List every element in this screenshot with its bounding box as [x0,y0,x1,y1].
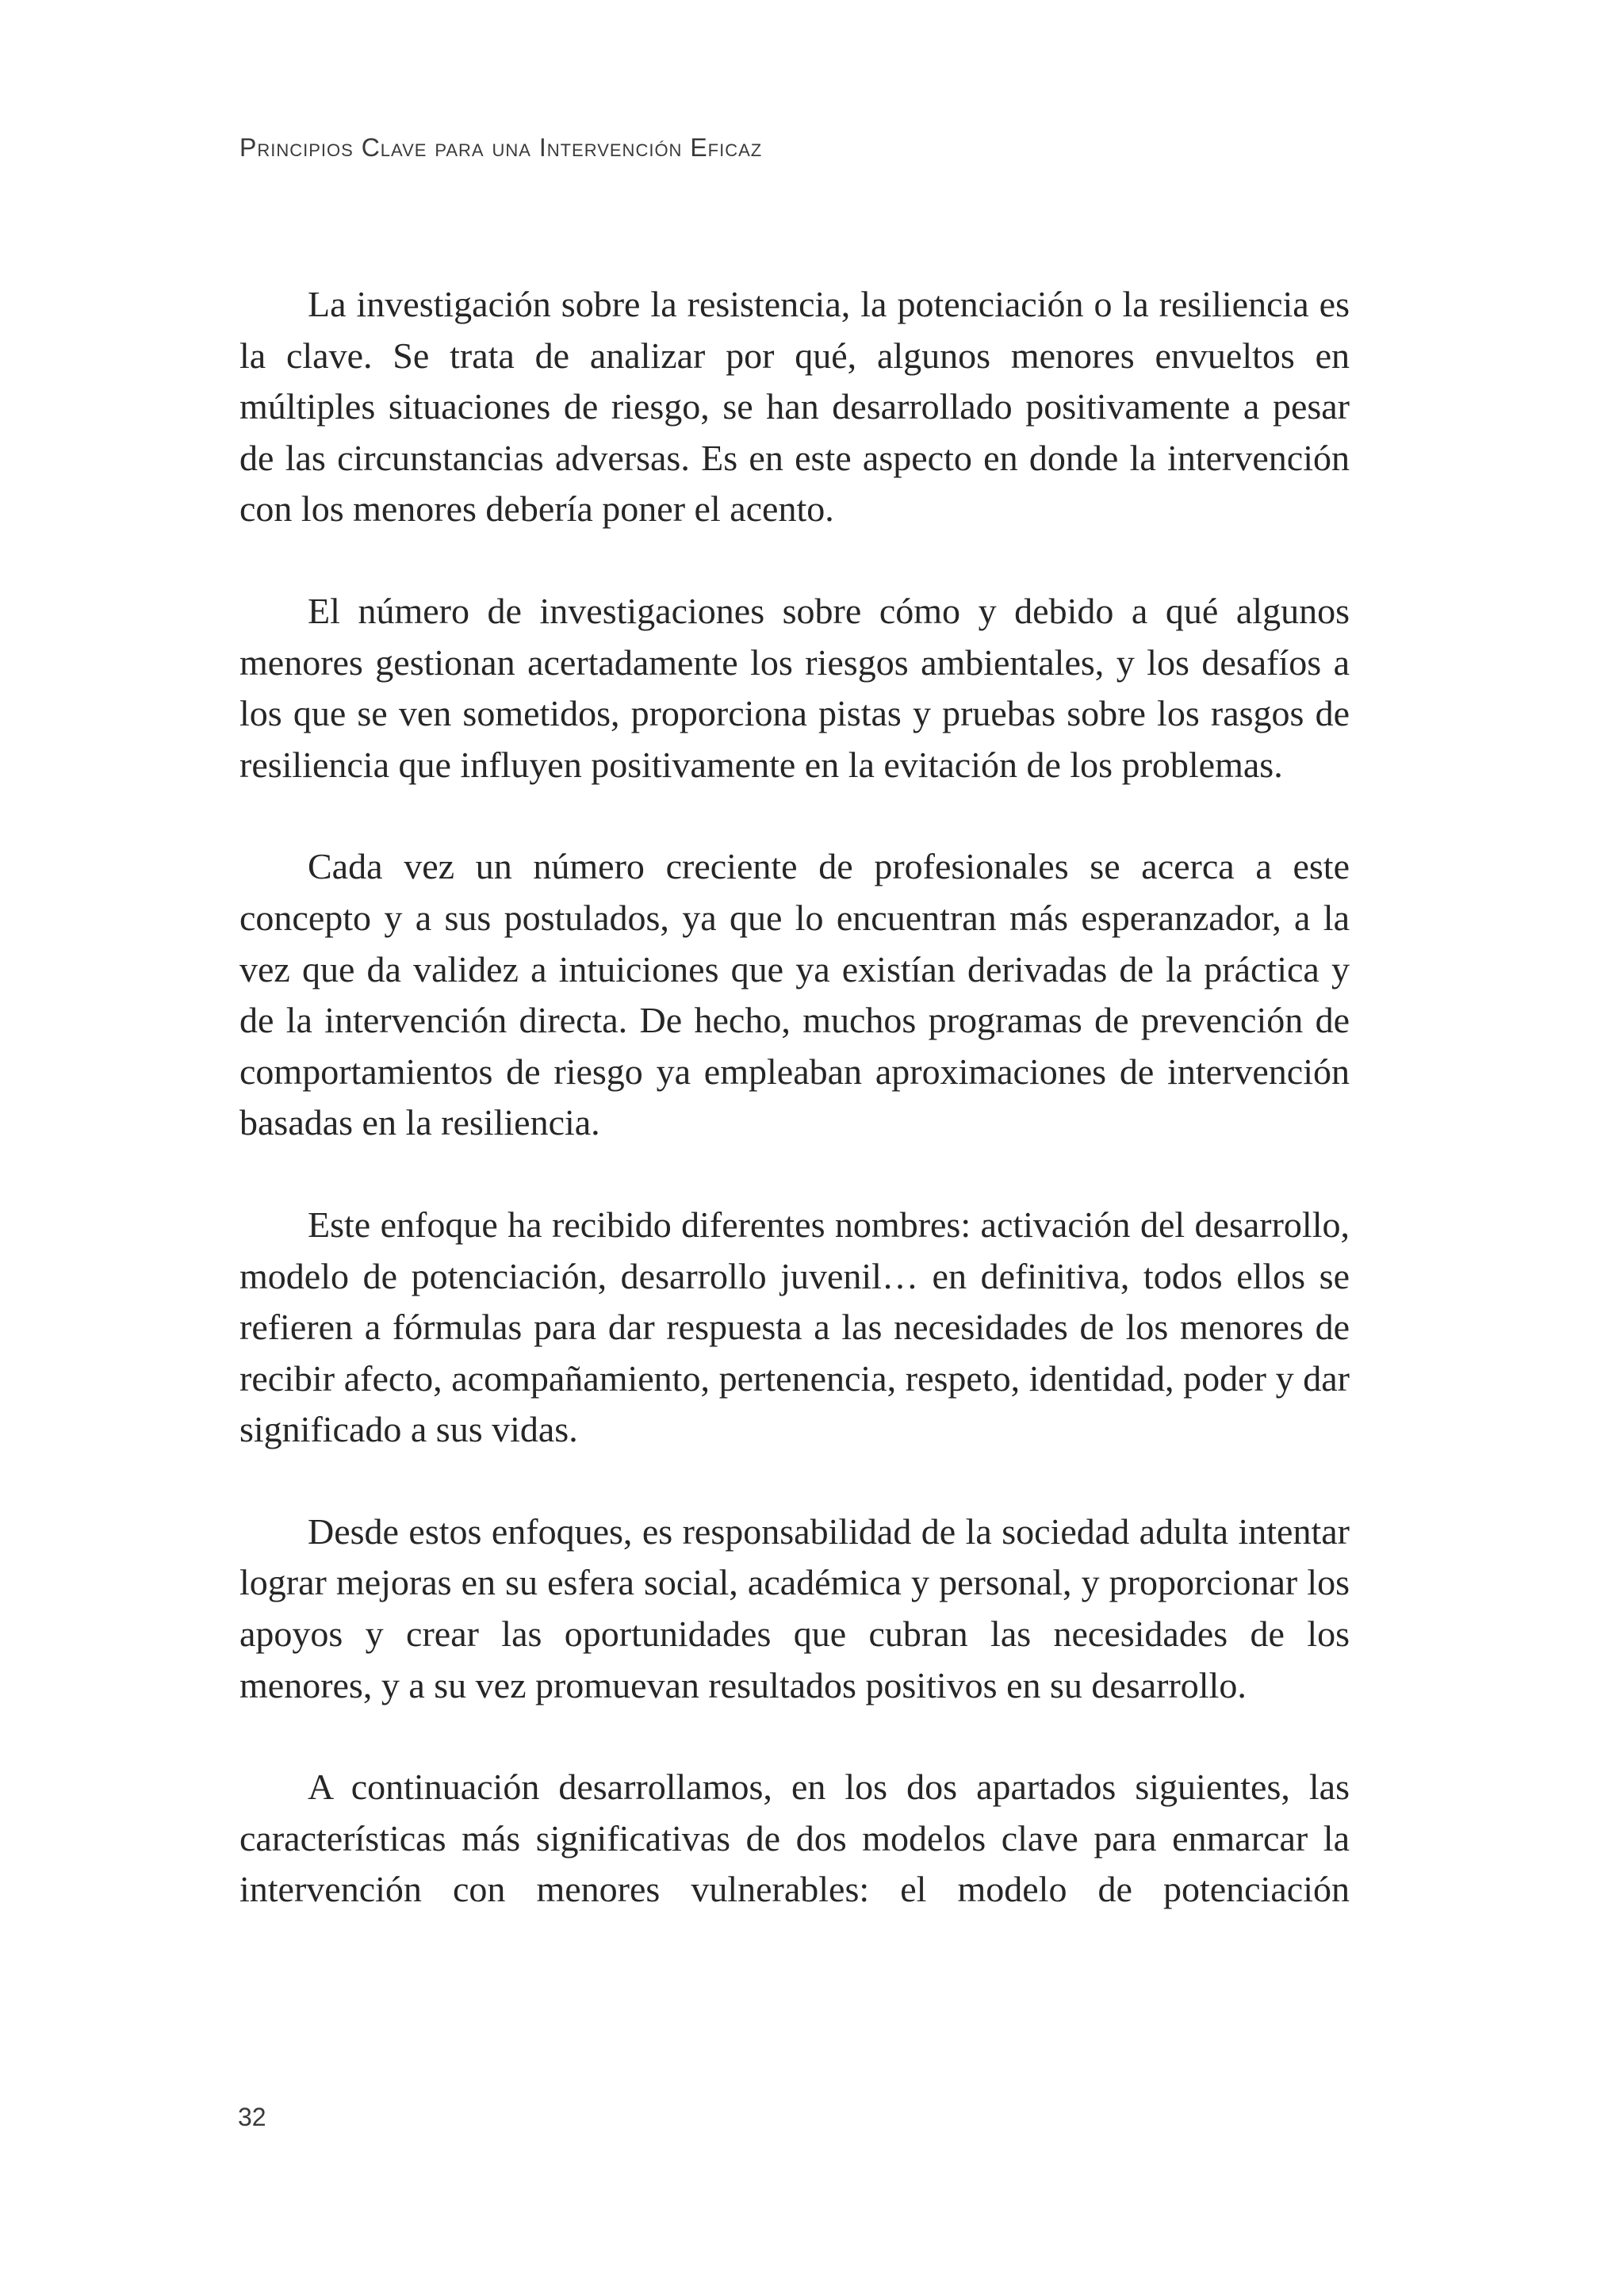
paragraph: Este enfoque ha recibido diferentes nombres: activación del desarrollo, modelo de potenciación, desarrollo juvenil… en definitiva, todos ellos se refieren a fórmulas para dar respuesta a las necesidades de los menores de recibir afecto, acompañamiento, pertenencia, respeto, identidad, poder y dar significado a sus vidas. [239,1204,1350,1450]
paragraph: Desde estos enfoques, es responsabilidad de la sociedad adulta intentar lograr mejoras en su esfera social, académica y personal, y proporcionar los apoyos y crear las oportunidades que cubran las necesidades de los menores, y a su vez promuevan resultados positivos en su desarrollo. [239,1510,1350,1705]
page-number: 32 [238,2103,266,2131]
paragraph: Cada vez un número creciente de profesionales se acerca a este concepto y a sus postulados, ya que lo encuentran más esperanzador, a la vez que da validez a intuiciones que ya existían derivadas de la práctica y de la intervención directa. De hecho, muchos programas de prevención de comportamientos de riesgo ya empleaban aproximaciones de intervención basadas en la resiliencia. [239,846,1350,1143]
running-header: Principios Clave para una Intervención Eficaz [239,133,763,162]
paragraph: La investigación sobre la resistencia, la potenciación o la resiliencia es la clave. Se trata de analizar por qué, algunos menores envueltos en múltiples situaciones de riesgo, se han desarrollado positivamente a pesar de las circunstancias adversas. Es en este aspecto en donde la intervención con los menores debería poner el acento. [239,284,1350,530]
paragraph: El número de investigaciones sobre cómo y debido a qué algunos menores gestionan acertadamente los riesgos ambientales, y los desafíos a los que se ven sometidos, proporciona pistas y pruebas sobre los rasgos de resiliencia que influyen positivamente en la evitación de los problemas. [239,590,1350,785]
body-text [239,279,1350,1966]
paragraph: A continuación desarrollamos, en los dos apartados siguientes, las características más significativas de dos modelos clave para enmarcar la intervención con menores vulnerables: el modelo de potenciación [239,1767,1350,1910]
